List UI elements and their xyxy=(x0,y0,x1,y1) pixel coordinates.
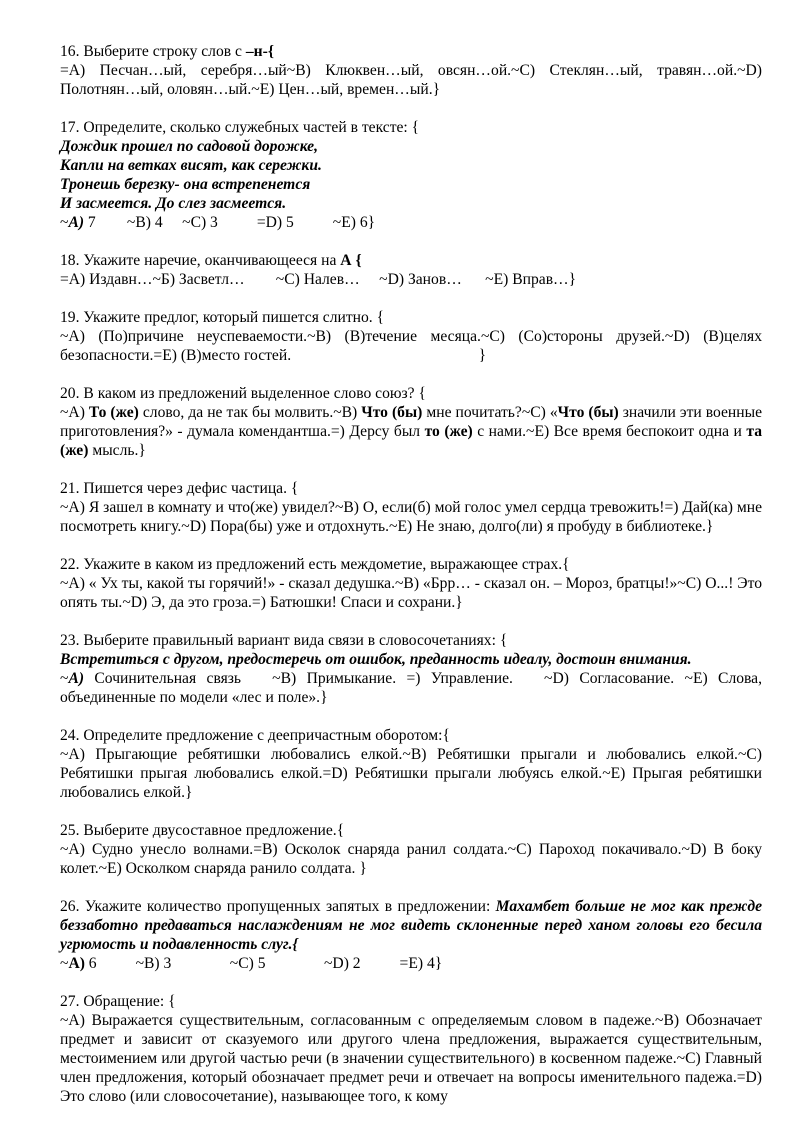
highlight-word-1: То (же) xyxy=(88,404,139,421)
question-21 xyxy=(60,479,762,536)
highlight-word-3: Что (бы) xyxy=(557,404,619,421)
question-23-option-a: А) xyxy=(68,670,85,687)
question-19 xyxy=(60,308,762,365)
question-25-prompt: 25. Выберите двусоставное предложение.{ xyxy=(60,822,345,839)
question-16-prompt: 16. Выберите строку слов с –н-{ xyxy=(60,43,274,60)
question-17-option-a: А) xyxy=(68,214,85,231)
question-16-options: =А) Песчан…ый, серебря…ый~B) Клюквен…ый, овсян…ой.~C) Стеклян…ый, травян…ой.~D) Полотнян…ый, оловян…ый.~E) Цен…ый, времен…ый.} xyxy=(60,62,762,98)
question-20 xyxy=(60,384,762,460)
question-23-options: ~А) Сочинительная связь ~B) Примыкание. =) Управление. ~D) Согласование. ~E) Слова, объединенные по модели «лес и поле».} xyxy=(60,670,766,706)
question-21-options: ~А) Я зашел в комнату и что(же) увидел?~B) О, если(б) мой голос умел сердца тревожить!=) Дай(ка) мне посмотреть книгу.~D) Пора(бы) уже и отдохнуть.~E) Не знаю, долго(ли) я пробуду в библиотеке.} xyxy=(60,499,762,535)
question-18-prompt-bold: А { xyxy=(340,252,362,269)
question-18-prompt: 18. Укажите наречие, оканчивающееся на А { xyxy=(60,252,362,269)
question-22-options: ~А) « Ух ты, какой ты горячий!» - сказал дедушка.~B) «Брр… - сказал он. – Мороз, братцы!»~C) О...! Это опять ты.~D) Э, да это гроза.=) Батюшки! Спаси и сохрани.} xyxy=(60,575,762,611)
poem-line-2: Капли на ветках висят, как сережки. xyxy=(60,157,322,174)
highlight-word-5: та (же) xyxy=(60,423,763,459)
question-26 xyxy=(60,897,762,973)
poem-line-1: Дождик прошел по садовой дорожке, xyxy=(60,138,318,155)
question-19-options: ~А) (По)причине неуспеваемости.~B) (В)течение месяца.~C) (Со)стороны друзей.~D) (В)целях безопасности.=E) (В)место гостей. } xyxy=(60,328,762,364)
question-19-closing: } xyxy=(478,347,487,364)
question-27 xyxy=(60,992,762,1106)
question-18 xyxy=(60,251,762,289)
highlight-word-2: Что (бы) xyxy=(361,404,423,421)
question-16 xyxy=(60,42,762,99)
question-27-prompt: 27. Обращение: { xyxy=(60,993,176,1010)
question-25-options: ~А) Судно унесло волнами.=B) Осколок снаряда ранил солдата.~C) Пароход покачивало.~D) В боку колет.~E) Осколком снаряда ранило солдата. } xyxy=(60,841,762,877)
question-17-options: ~А) 7 ~B) 4 ~C) 3 =D) 5 ~E) 6} xyxy=(60,214,376,231)
question-22-prompt: 22. Укажите в каком из предложений есть междометие, выражающее страх.{ xyxy=(60,556,570,573)
question-25 xyxy=(60,821,762,878)
question-23-prompt: 23. Выберите правильный вариант вида связи в словосочетаниях: { xyxy=(60,632,508,649)
question-26-option-a: А) xyxy=(68,955,85,972)
question-26-sentence: Махамбет больше не мог как прежде беззаботно предаваться наслаждениям не мог видеть склоненные перед ханом головы его бесила угрюмость и подавленность слуг.{ xyxy=(60,898,762,953)
question-22 xyxy=(60,555,762,612)
question-23-phrase: Встретиться с другом, предостеречь от ошибок, преданность идеалу, достоин внимания. xyxy=(60,651,692,668)
question-21-prompt: 21. Пишется через дефис частица. { xyxy=(60,480,299,497)
question-20-options: ~А) То (же) слово, да не так бы молвить.~B) Что (бы) мне почитать?~C) «Что (бы) значили эти военные приготовления?» - думала комендантша.=) Дерсу был то (же) с нами.~E) Все время беспокоит одна и та (же) мысль.} xyxy=(60,404,763,459)
poem-line-3: Тронешь березку- она встрепенется xyxy=(60,176,311,193)
question-17 xyxy=(60,118,762,232)
question-24-prompt: 24. Определите предложение с деепричастным оборотом:{ xyxy=(60,727,450,744)
highlight-word-4: то (же) xyxy=(424,423,473,440)
question-23 xyxy=(60,631,766,707)
question-17-prompt: 17. Определите, сколько служебных частей в тексте: { xyxy=(60,119,420,136)
question-24-options: ~А) Прыгающие ребятишки любовались елкой.~B) Ребятишки прыгали и любовались елкой.~C) Ребятишки прыгая любовались елкой.=D) Ребятишки прыгали любуясь елкой.~E) Прыгая ребятишки любовались елкой.} xyxy=(60,746,762,801)
question-20-prompt: 20. В каком из предложений выделенное слово союз? { xyxy=(60,385,426,402)
question-26-prompt: 26. Укажите количество пропущенных запятых в предложении: Махамбет больше не мог как прежде беззаботно предаваться наслаждениям не мог видеть склоненные перед ханом головы его бесила угрюмость и подавленность слуг.{ xyxy=(60,898,762,953)
poem-line-4: И засмеется. До слез засмеется. xyxy=(60,195,287,212)
question-19-prompt: 19. Укажите предлог, который пишется слитно. { xyxy=(60,309,385,326)
question-27-options: ~А) Выражается существительным, согласованным с определяемым словом в падеже.~B) Обозначает предмет и зависит от сказуемого или другого члена предложения, выражается существительным, местоимением или другой частью речи (в значении существительного) в косвенном падеже.~C) Главный член предложения, который обозначает предмет речи и отвечает на вопросы именительного падежа.=D) Это слово (или словосочетание), называющее того, к кому xyxy=(60,1012,762,1105)
question-16-prompt-bold: –н-{ xyxy=(245,43,274,60)
question-26-options: ~А) 6 ~B) 3 ~C) 5 ~D) 2 =E) 4} xyxy=(60,955,443,972)
question-24 xyxy=(60,726,762,802)
question-18-options: =А) Издавн…~Б) Засветл… ~C) Налев… ~D) Занов… ~E) Вправ…} xyxy=(60,271,577,288)
